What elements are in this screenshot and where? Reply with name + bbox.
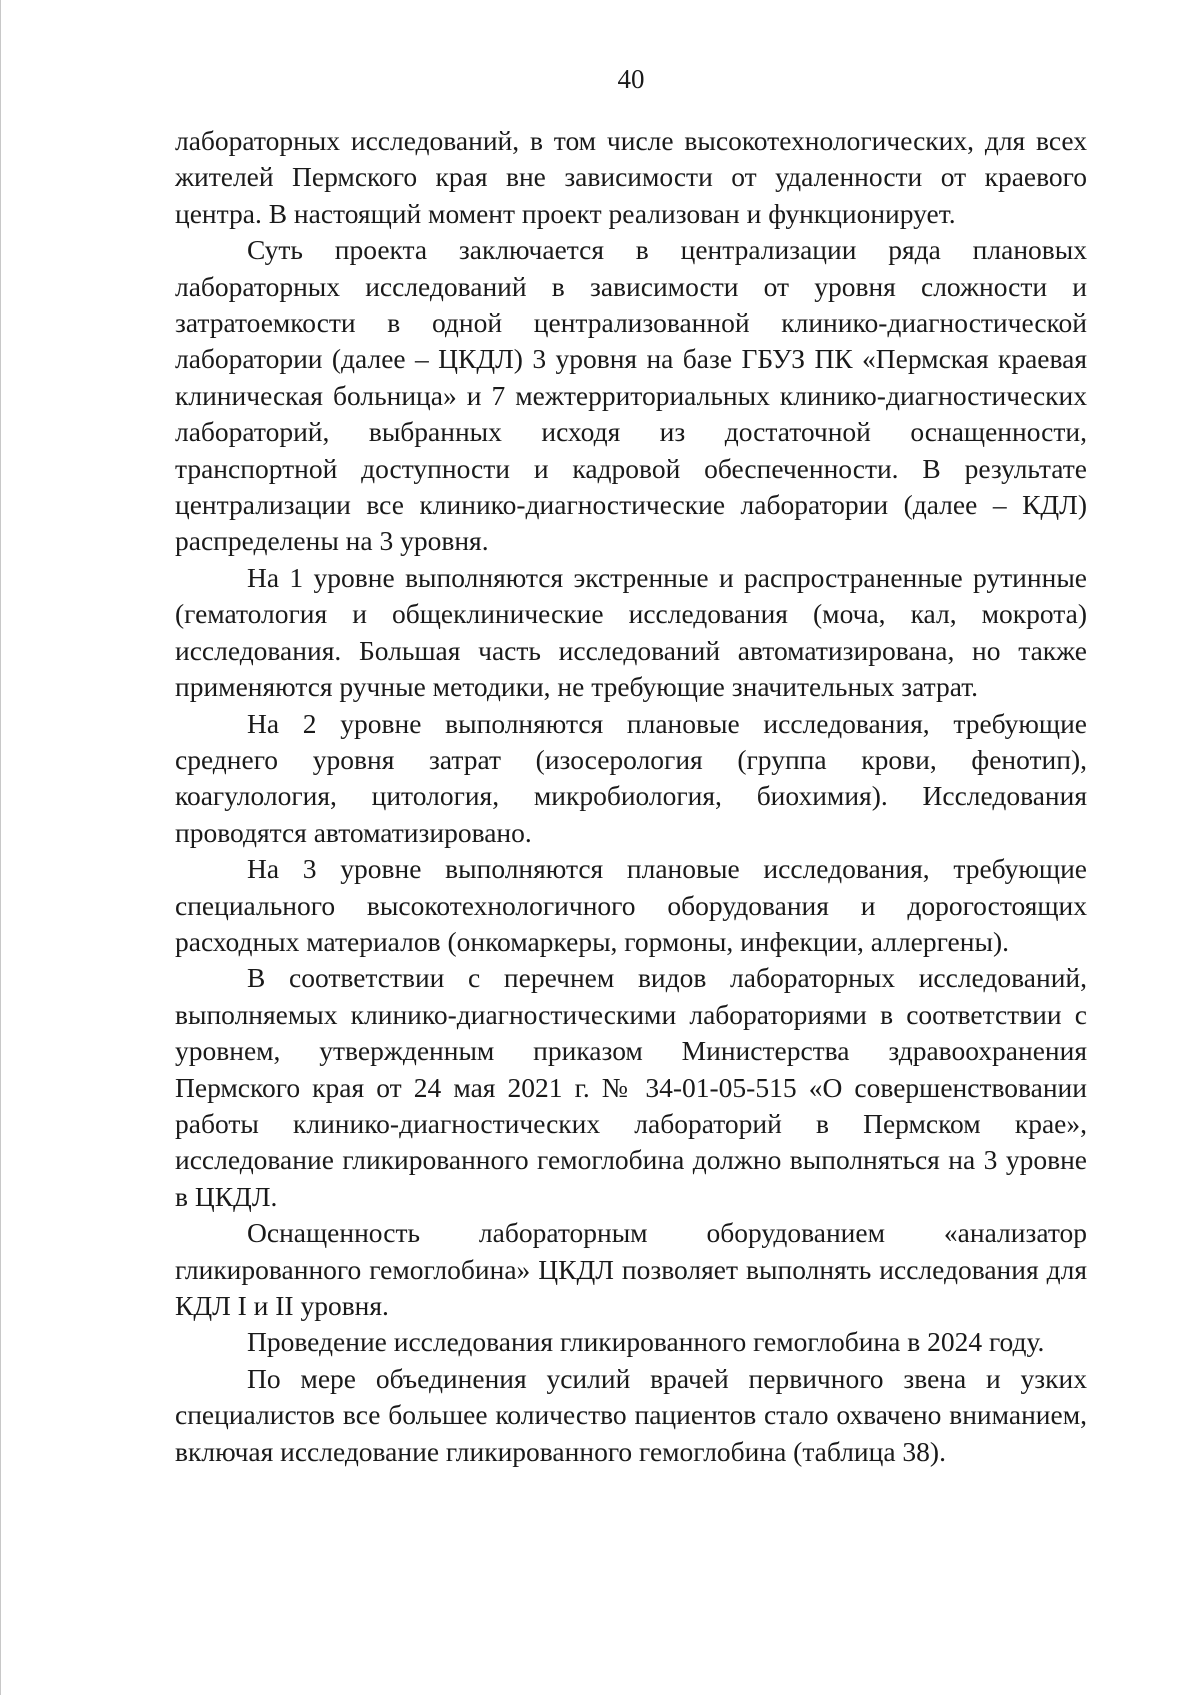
paragraph-level-1: На 1 уровне выполняются экстренные и распространенные рутинные (гематология и общеклинические исследования (моча, кал, мокрота) исследования. Большая часть исследований автоматизирована, но также применяются ручные методики, не требующие значительных затрат. xyxy=(175,561,1087,703)
paragraph-equipment: Оснащенность лабораторным оборудованием «анализатор гликированного гемоглобина» ЦКДЛ позволяет выполнять исследования для КДЛ I и II уровня. xyxy=(175,1217,1087,1321)
paragraph-level-2: На 2 уровне выполняются плановые исследования, требующие среднего уровня затрат (изосерология (группа крови, фенотип), коагулология, цитология, микробиология, биохимия). Исследования проводятся автоматизировано. xyxy=(175,707,1087,848)
page-number: 40 xyxy=(617,64,645,94)
document-body xyxy=(175,123,1087,1470)
paragraph-level-3: На 3 уровне выполняются плановые исследования, требующие специального высокотехнологичного оборудования и дорогостоящих расходных материалов (онкомаркеры, гормоны, инфекции, аллергены). xyxy=(175,853,1087,957)
paragraph-order-reference: В соответствии с перечнем видов лабораторных исследований, выполняемых клинико-диагностическими лабораториями в соответствии с уровнем, утвержденным приказом Министерства здравоохранения Пермского края от 24 мая 2021 г. № 34-01-05-515 «О совершенствовании работы клинико-диагностических лабораторий в Пермском крае», исследование гликированного гемоглобина должно выполняться на 3 уровне в ЦКДЛ. xyxy=(175,962,1087,1212)
paragraph-continuation: лабораторных исследований, в том числе высокотехнологических, для всех жителей Пермского края вне зависимости от удаленности от краевого центра. В настоящий момент проект реализован и функционирует. xyxy=(175,125,1087,229)
paragraph-project-essence: Суть проекта заключается в централизации ряда плановых лабораторных исследований в зависимости от уровня сложности и затратоемкости в одной централизованной клинико-диагностической лаборатории (далее – ЦКДЛ) 3 уровня на базе ГБУЗ ПК «Пермская краевая клиническая больница» и 7 межтерриториальных клинико-диагностических лабораторий, выбранных исходя из достаточной оснащенности, транспортной доступности и кадровой обеспеченности. В результате централизации все клинико-диагностические лаборатории (далее – КДЛ) распределены на 3 уровня. xyxy=(175,234,1087,557)
paragraph-specialists: По мере объединения усилий врачей первичного звена и узких специалистов все большее количество пациентов стало охвачено вниманием, включая исследование гликированного гемоглобина (таблица 38). xyxy=(175,1362,1087,1467)
paragraph-2024-heading: Проведение исследования гликированного гемоглобина в 2024 году. xyxy=(247,1326,1045,1358)
